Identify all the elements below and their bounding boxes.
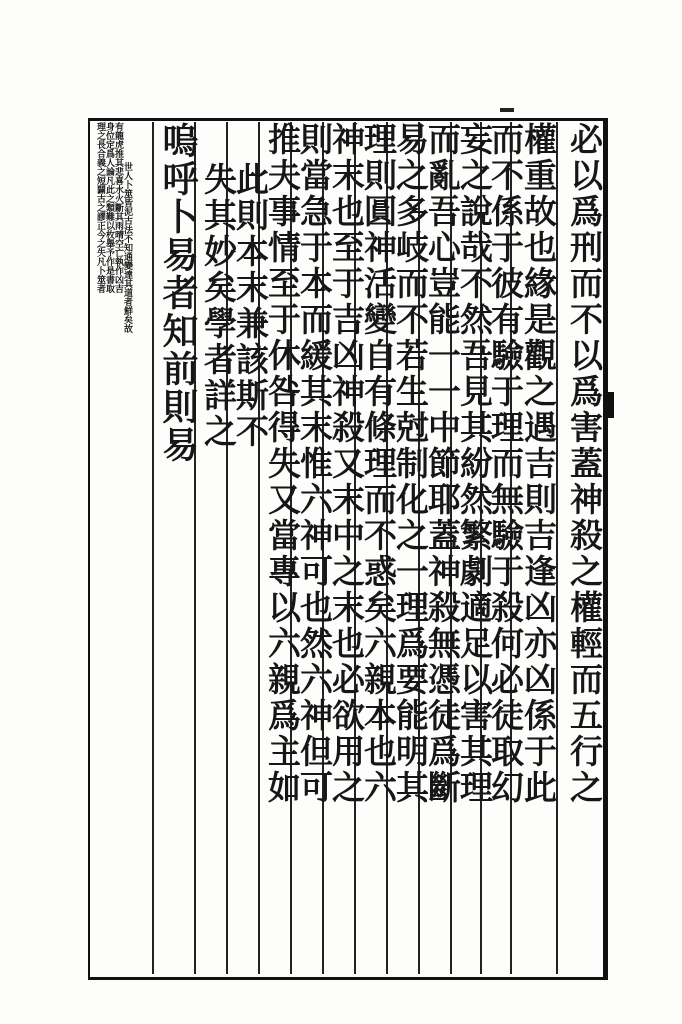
text-column-10: 推夫事情至于休咎得失又當專以六親爲主如	[263, 122, 302, 806]
text-column-14: 世人卜筮皆泥古法不知通變達其道者鮮矣故	[122, 162, 132, 333]
fore-edge-mark	[606, 392, 614, 418]
text-column-4: 妄之說哉不然吾見其紛然繁劇適足以害其理	[455, 122, 494, 806]
text-column-12: 失其妙矣學者詳之	[199, 162, 238, 450]
text-column-2: 權重故也緣是觀之遇吉則吉逢凶亦凶係于此	[519, 122, 558, 806]
frame-corner-mark	[500, 108, 514, 112]
text-column-11: 此則本末兼該斯不	[231, 162, 270, 450]
text-column-15: 有龍虎推其悲喜水火斷其雨晴空亡執作凶吉	[113, 122, 123, 293]
text-column-5: 而亂吾心豈能一一中節耶蓋神殺無憑徒爲斷	[423, 122, 462, 806]
text-column-17: 理之長合義之短闢古之謬正今之失凡卜筮者	[95, 122, 105, 293]
text-column-16: 身位定爲人論凡此之類難以枚舉予作是書取	[104, 122, 114, 293]
text-column-3: 而不係于彼有驗于理而無驗于殺何必徒取幻	[486, 122, 525, 806]
section-heading: 嗚呼卜易者知前則易	[157, 122, 199, 464]
text-column-6: 易之多岐而不若生尅制化之一理爲要能明其	[391, 122, 430, 806]
column-rule	[152, 122, 154, 974]
text-column-1: 必以爲刑而不以爲害蓋神殺之權輕而五行之	[565, 122, 604, 806]
text-column-7: 理則圓神活變自有條理而不惑矣六親本也六	[359, 122, 398, 806]
text-column-8: 神末也至于吉凶神殺又末中之末也必欲用之	[327, 122, 366, 806]
text-column-9: 則當急于本而緩其末惟六神可也然六神但可	[295, 122, 334, 806]
